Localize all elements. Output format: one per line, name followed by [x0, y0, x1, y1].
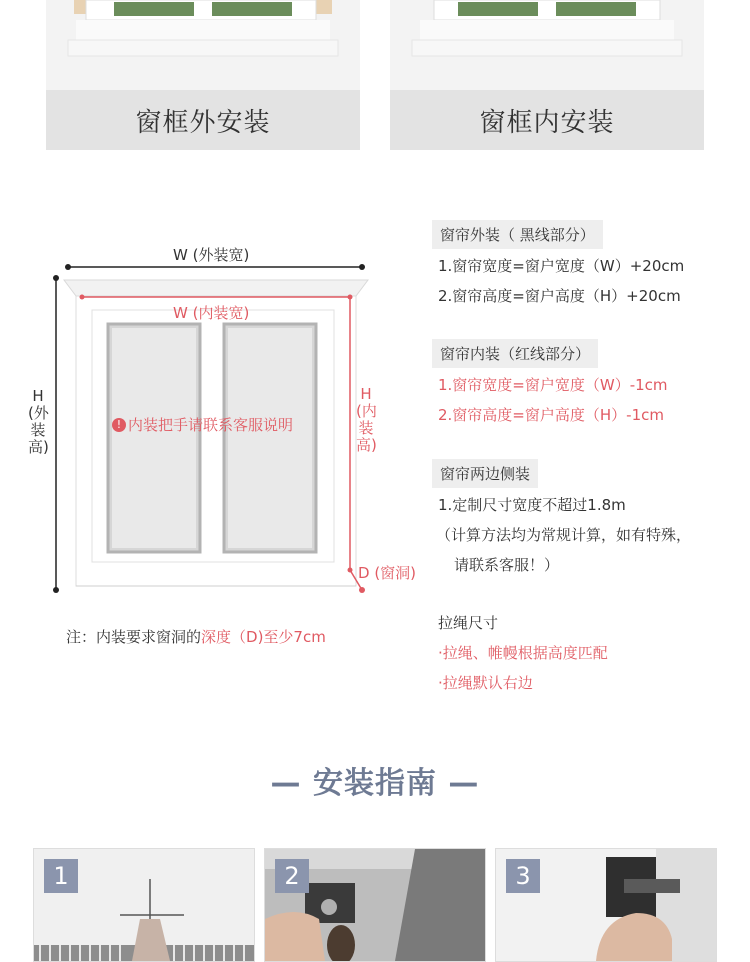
handle-note	[112, 414, 293, 435]
inner-width-label: W (内装宽)	[173, 304, 250, 322]
step-number: 2	[275, 859, 309, 893]
outer-width-label: W (外装宽)	[173, 246, 250, 264]
install-guide-title: — 安装指南 —	[270, 766, 480, 801]
outside-frame-label: 窗框外安装	[46, 90, 360, 150]
outside-frame-card	[46, 0, 360, 150]
inside-frame-label: 窗框内安装	[390, 90, 704, 150]
outer-install-line: 1.窗帘宽度=窗户宽度（W）+20cm	[438, 257, 685, 275]
side-install-line: 请联系客服！）	[454, 556, 560, 574]
outer-install-tag: 窗帘外装（ 黑线部分）	[432, 220, 603, 249]
cord-line: ·拉绳默认右边	[438, 674, 533, 692]
inner-install-line: 2.窗帘高度=窗户高度（H）-1cm	[438, 406, 664, 424]
inner-height-label: H (内 装 高)	[356, 385, 377, 454]
step-1-image	[33, 848, 255, 962]
handle-note-text: 内装把手请联系客服说明	[128, 416, 294, 434]
inner-install-tag: 窗帘内装（红线部分）	[432, 339, 598, 368]
note-suffix: 至少7cm	[263, 628, 326, 646]
exclamation-icon: !	[112, 418, 126, 432]
side-install-tag: 窗帘两边侧装	[432, 459, 538, 488]
inside-frame-card	[390, 0, 704, 150]
outer-install-section	[432, 220, 732, 311]
cord-title: 拉绳尺寸	[438, 614, 499, 632]
step-number: 3	[506, 859, 540, 893]
note-highlight: 深度（D)	[201, 628, 264, 646]
step-3-image	[495, 848, 717, 962]
outer-install-line: 2.窗帘高度=窗户高度（H）+20cm	[438, 287, 681, 305]
inner-install-line: 1.窗帘宽度=窗户宽度（W）-1cm	[438, 376, 668, 394]
side-install-line: （计算方法均为常规计算，如有特殊，	[436, 526, 692, 544]
outside-frame-photo	[46, 0, 360, 90]
side-install-section	[432, 459, 742, 580]
cord-line: ·拉绳、帷幔根据高度匹配	[438, 644, 608, 662]
depth-label: D (窗洞)	[358, 564, 417, 582]
step-2-image	[264, 848, 486, 962]
inner-install-section	[432, 339, 732, 430]
step-number: 1	[44, 859, 78, 893]
outer-height-label: H (外 装 高)	[28, 387, 49, 456]
note-prefix: 注：内装要求窗洞的	[66, 628, 202, 646]
inside-frame-photo	[390, 0, 704, 90]
window-measure-diagram	[28, 240, 430, 610]
inner-install-note	[66, 626, 326, 647]
side-install-line: 1.定制尺寸宽度不超过1.8m	[438, 496, 626, 514]
cord-section	[432, 608, 732, 698]
